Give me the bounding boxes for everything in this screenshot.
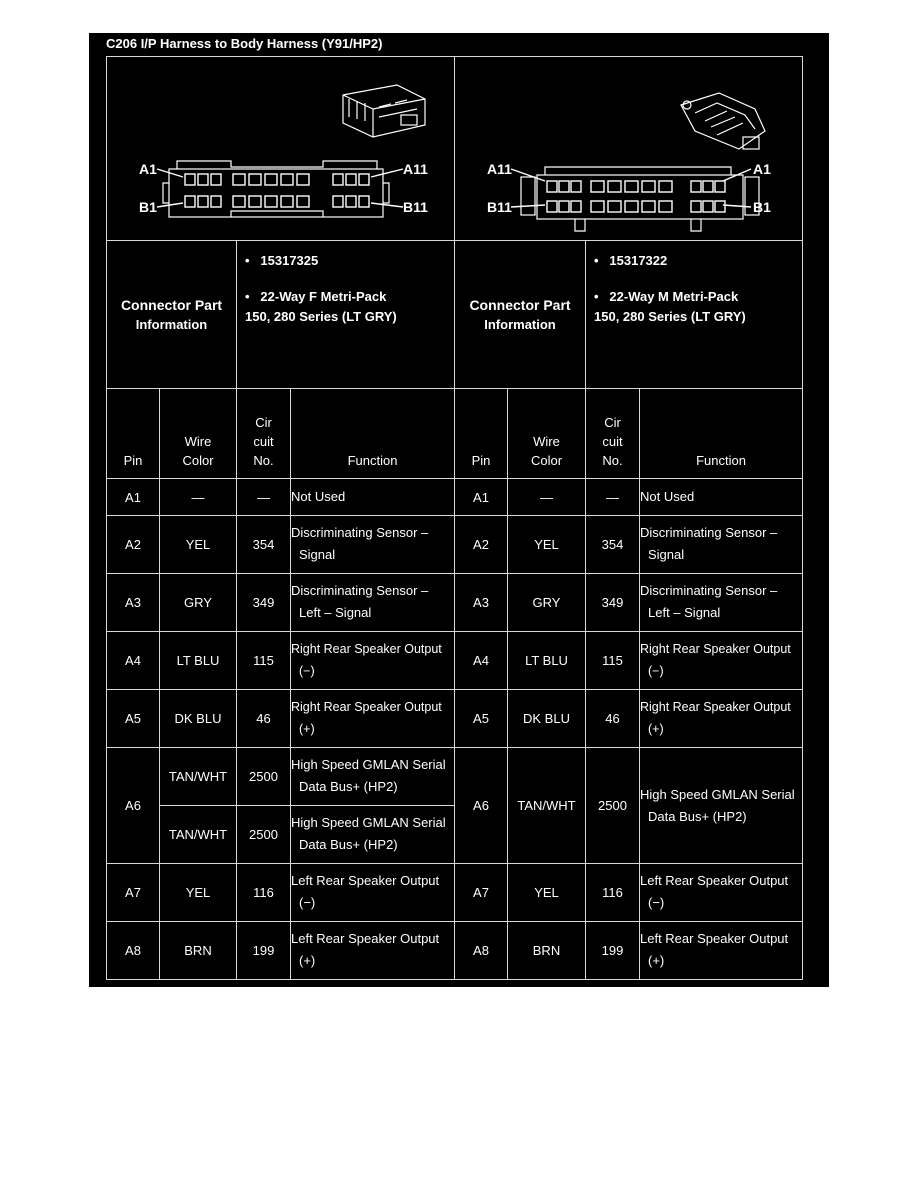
- circuit-cell: 116: [586, 864, 640, 922]
- pin-cell: A3: [455, 574, 508, 632]
- circuit-cell: 46: [586, 690, 640, 748]
- pin-label-bottom-left: B11: [487, 199, 512, 215]
- pin-label-top-right: A11: [403, 161, 428, 177]
- header-wire-color: Wire Color: [160, 389, 237, 479]
- header-function: Function: [291, 389, 455, 479]
- pin-cell: A4: [107, 632, 160, 690]
- header-circuit: Cir cuit No.: [586, 389, 640, 479]
- function-cell: Left Rear Speaker Output (−): [291, 864, 455, 922]
- pin-label-bottom-right: B11: [403, 199, 428, 215]
- table-row: [107, 864, 803, 922]
- pin-cell: A6: [107, 748, 160, 864]
- part-number: 15317322: [609, 253, 668, 268]
- pin-label-bottom-left: B1: [139, 199, 157, 215]
- wire-color-cell: YEL: [160, 864, 237, 922]
- pin-cell: A2: [455, 516, 508, 574]
- circuit-cell: 354: [237, 516, 291, 574]
- circuit-cell: 349: [237, 574, 291, 632]
- female-connector-illustration: [107, 57, 455, 241]
- pin-cell: A4: [455, 632, 508, 690]
- function-cell: High Speed GMLAN Serial Data Bus+ (HP2): [640, 748, 803, 864]
- circuit-cell: 116: [237, 864, 291, 922]
- female-connector-icon: [107, 57, 454, 237]
- function-cell: Discriminating Sensor – Signal: [640, 516, 803, 574]
- header-circuit: Cir cuit No.: [237, 389, 291, 479]
- function-cell: Discriminating Sensor – Left – Signal: [640, 574, 803, 632]
- function-cell: Left Rear Speaker Output (+): [291, 922, 455, 980]
- wire-color-cell: YEL: [160, 516, 237, 574]
- wire-color-cell: YEL: [508, 516, 586, 574]
- pin-cell: A8: [455, 922, 508, 980]
- function-cell: Not Used: [291, 479, 455, 516]
- connector-part-info-label: Connector Part Information: [455, 241, 586, 389]
- table-row: [107, 922, 803, 980]
- circuit-cell: —: [586, 479, 640, 516]
- header-pin: Pin: [107, 389, 160, 479]
- circuit-cell: 199: [586, 922, 640, 980]
- function-cell: High Speed GMLAN Serial Data Bus+ (HP2): [291, 806, 455, 864]
- wire-color-cell: BRN: [508, 922, 586, 980]
- wire-color-cell: TAN/WHT: [160, 748, 237, 806]
- wire-color-cell: TAN/WHT: [508, 748, 586, 864]
- circuit-cell: 115: [237, 632, 291, 690]
- pin-cell: A7: [107, 864, 160, 922]
- circuit-cell: —: [237, 479, 291, 516]
- function-cell: Left Rear Speaker Output (−): [640, 864, 803, 922]
- wire-color-cell: LT BLU: [508, 632, 586, 690]
- connector-part-info-label: Connector Part Information: [107, 241, 237, 389]
- pin-cell: A5: [107, 690, 160, 748]
- wire-color-cell: DK BLU: [160, 690, 237, 748]
- wire-color-cell: LT BLU: [160, 632, 237, 690]
- pin-cell: A7: [455, 864, 508, 922]
- wire-color-cell: GRY: [160, 574, 237, 632]
- connector-part-spec: • 15317325 • 22-Way F Metri-Pack 150, 280 Series (LT GRY): [237, 241, 455, 389]
- function-cell: Discriminating Sensor – Left – Signal: [291, 574, 455, 632]
- pin-label-top-right: A1: [753, 161, 771, 177]
- wire-color-cell: GRY: [508, 574, 586, 632]
- wire-color-cell: —: [160, 479, 237, 516]
- function-cell: Not Used: [640, 479, 803, 516]
- page-title: C206 I/P Harness to Body Harness (Y91/HP2): [106, 36, 383, 51]
- pin-cell: A1: [107, 479, 160, 516]
- male-connector-illustration: [455, 57, 803, 241]
- connector-sheet: [89, 33, 829, 987]
- function-cell: High Speed GMLAN Serial Data Bus+ (HP2): [291, 748, 455, 806]
- function-cell: Right Rear Speaker Output (+): [640, 690, 803, 748]
- table-row: [107, 516, 803, 574]
- male-connector-icon: [455, 57, 802, 237]
- part-number: 15317325: [260, 253, 319, 268]
- wire-color-cell: BRN: [160, 922, 237, 980]
- header-wire-color: Wire Color: [508, 389, 586, 479]
- pin-label-bottom-right: B1: [753, 199, 771, 215]
- pin-cell: A5: [455, 690, 508, 748]
- circuit-cell: 349: [586, 574, 640, 632]
- pin-label-top-left: A11: [487, 161, 512, 177]
- wire-color-cell: TAN/WHT: [160, 806, 237, 864]
- table-row: [107, 632, 803, 690]
- circuit-cell: 2500: [237, 806, 291, 864]
- header-pin: Pin: [455, 389, 508, 479]
- circuit-cell: 199: [237, 922, 291, 980]
- pin-cell: A2: [107, 516, 160, 574]
- pin-cell: A3: [107, 574, 160, 632]
- wire-color-cell: YEL: [508, 864, 586, 922]
- function-cell: Left Rear Speaker Output (+): [640, 922, 803, 980]
- pin-label-top-left: A1: [139, 161, 157, 177]
- connector-part-spec: • 15317322 • 22-Way M Metri-Pack 150, 280 Series (LT GRY): [586, 241, 803, 389]
- circuit-cell: 354: [586, 516, 640, 574]
- wire-color-cell: —: [508, 479, 586, 516]
- wire-color-cell: DK BLU: [508, 690, 586, 748]
- pin-cell: A6: [455, 748, 508, 864]
- table-row: [107, 748, 803, 806]
- circuit-cell: 2500: [586, 748, 640, 864]
- circuit-cell: 46: [237, 690, 291, 748]
- function-cell: Right Rear Speaker Output (−): [291, 632, 455, 690]
- connector-table: [106, 56, 803, 980]
- function-cell: Right Rear Speaker Output (−): [640, 632, 803, 690]
- pin-cell: A8: [107, 922, 160, 980]
- header-function: Function: [640, 389, 803, 479]
- table-header-row: [107, 389, 803, 479]
- function-cell: Right Rear Speaker Output (+): [291, 690, 455, 748]
- function-cell: Discriminating Sensor – Signal: [291, 516, 455, 574]
- table-row: [107, 479, 803, 516]
- circuit-cell: 2500: [237, 748, 291, 806]
- circuit-cell: 115: [586, 632, 640, 690]
- table-row: [107, 690, 803, 748]
- table-row: [107, 574, 803, 632]
- pin-cell: A1: [455, 479, 508, 516]
